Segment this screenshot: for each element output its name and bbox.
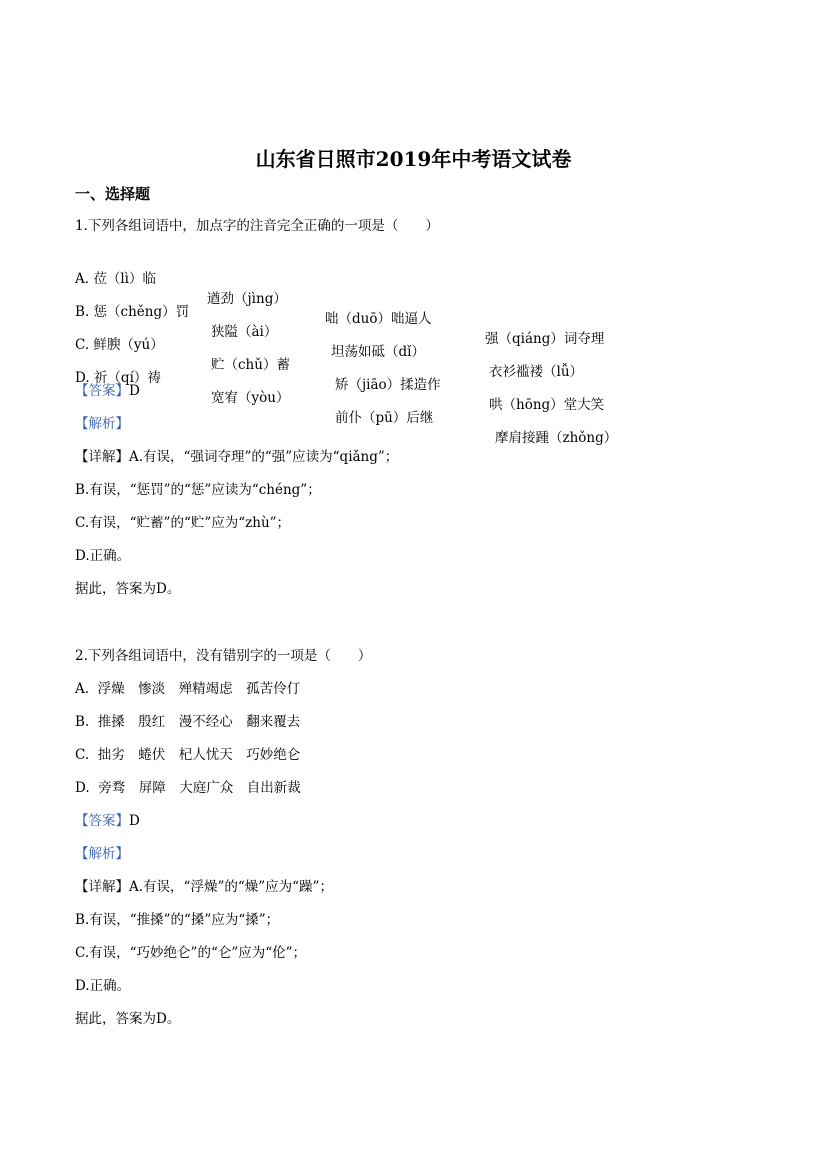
q2-conclusion: 据此，答案为D。: [75, 1011, 181, 1027]
q1-c-2: 贮（chǔ）蓄: [211, 357, 290, 373]
q1-b-4: 衣衫褴褛（lǚ）: [489, 364, 584, 380]
q1-d-2: 宽宥（yòu）: [211, 390, 290, 406]
q1-a-1: A. 莅（lì）临: [75, 271, 156, 287]
q2-option-c: C. 拙劣 蜷伏 杞人忧天 巧妙绝仑: [75, 747, 301, 763]
q2-option-d: D. 旁骛 屏障 大庭广众 自出新裁: [75, 780, 301, 796]
q1-detail: 【详解】A.有误，“强词夺理”的“强”应读为“qiǎng”；: [75, 449, 399, 465]
answer-value: D: [129, 813, 140, 829]
q1-detail-d: D.正确。: [75, 548, 131, 564]
q1-c-4: 哄（hōng）堂大笑: [489, 397, 605, 413]
answer-value: D: [129, 383, 140, 399]
q1-d-4: 摩肩接踵（zhǒng）: [495, 430, 618, 446]
q1-c-3: 矫（jiāo）揉造作: [335, 377, 441, 393]
q1-a-2: 遒劲（jìng）: [207, 291, 287, 307]
q1-detail-b: B.有误，“惩罚”的“惩”应读为“chéng”；: [75, 482, 321, 498]
document-title: 山东省日照市2019年中考语文试卷: [255, 147, 572, 171]
answer-tag: 【答案】: [75, 383, 129, 399]
q2-option-a: A. 浮燥 惨淡 殚精竭虑 孤苦伶仃: [75, 681, 301, 697]
q2-detail-d: D.正确。: [75, 978, 131, 994]
q2-detail: 【详解】A.有误，“浮燥”的“燥”应为“躁”；: [75, 879, 333, 895]
q2-stem: 2.下列各组词语中，没有错别字的一项是（ ）: [75, 648, 372, 664]
section-heading: 一、选择题: [75, 185, 151, 203]
q1-conclusion: 据此，答案为D。: [75, 581, 181, 597]
q1-stem: 1.下列各组词语中，加点字的注音完全正确的一项是（ ）: [75, 218, 439, 234]
q1-d-1: D. 祈（qí）祷: [75, 370, 161, 386]
q2-answer: [75, 811, 140, 831]
q1-d-3: 前仆（pū）后继: [335, 410, 434, 426]
q1-a-3: 咄（duō）咄逼人: [325, 311, 432, 327]
q1-analysis-tag: 【解析】: [75, 416, 129, 432]
q2-detail-b: B.有误，“推搡”的“搡”应为“搡”；: [75, 912, 280, 928]
q2-detail-c: C.有误，“巧妙绝仑”的“仑”应为“伦”；: [75, 945, 307, 961]
q1-a-4: 强（qiáng）词夺理: [485, 331, 605, 347]
q1-b-3: 坦荡如砥（dǐ）: [331, 344, 425, 360]
answer-tag: 【答案】: [75, 813, 129, 829]
q1-b-2: 狭隘（ài）: [211, 324, 278, 340]
q1-b-1: B. 惩（chěng）罚: [75, 304, 190, 320]
q2-option-b: B. 推搡 殷红 漫不经心 翻来覆去: [75, 714, 301, 730]
q2-analysis-tag: 【解析】: [75, 846, 129, 862]
q1-answer: [75, 381, 140, 401]
q1-c-1: C. 鲜腴（yú）: [75, 337, 164, 353]
q1-detail-c: C.有误，“贮蓄”的“贮”应为“zhù”；: [75, 515, 291, 531]
